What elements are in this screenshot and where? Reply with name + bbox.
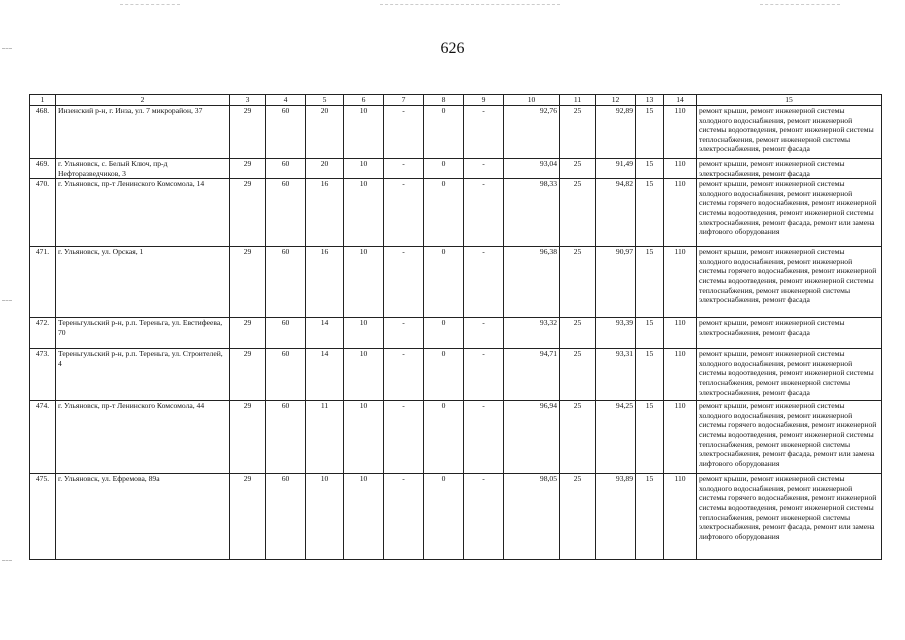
value-col-9: - <box>464 106 504 159</box>
value-col-12: 93,31 <box>596 349 636 401</box>
value-col-3: 29 <box>230 474 266 560</box>
value-col-9: - <box>464 349 504 401</box>
row-number: 473. <box>30 349 56 401</box>
column-number-2: 2 <box>56 95 230 106</box>
address-cell: г. Ульяновск, пр-т Ленинского Комсомола, 14 <box>56 179 230 247</box>
value-col-12: 93,39 <box>596 318 636 349</box>
value-col-5: 14 <box>306 349 344 401</box>
value-col-6: 10 <box>344 401 384 474</box>
address-cell: г. Ульяновск, с. Белый Ключ, пр-д Нефторазведчиков, 3 <box>56 159 230 179</box>
value-col-7: - <box>384 318 424 349</box>
value-col-4: 60 <box>266 401 306 474</box>
value-col-9: - <box>464 474 504 560</box>
row-number: 469. <box>30 159 56 179</box>
table-row <box>30 349 882 401</box>
address-cell: г. Ульяновск, пр-т Ленинского Комсомола, 44 <box>56 401 230 474</box>
value-col-7: - <box>384 179 424 247</box>
column-number-row <box>30 95 882 106</box>
value-col-11: 25 <box>560 318 596 349</box>
row-number: 468. <box>30 106 56 159</box>
column-number-6: 6 <box>344 95 384 106</box>
value-col-3: 29 <box>230 159 266 179</box>
value-col-14: 110 <box>664 474 697 560</box>
value-col-12: 92,89 <box>596 106 636 159</box>
address-cell: Тереньгульский р-н, р.п. Тереньга, ул. Евстифеева, 70 <box>56 318 230 349</box>
table-row <box>30 401 882 474</box>
row-number: 474. <box>30 401 56 474</box>
value-col-14: 110 <box>664 318 697 349</box>
value-col-5: 14 <box>306 318 344 349</box>
value-col-5: 10 <box>306 474 344 560</box>
value-col-10: 96,94 <box>504 401 560 474</box>
value-col-8: 0 <box>424 106 464 159</box>
value-col-12: 93,89 <box>596 474 636 560</box>
value-col-8: 0 <box>424 349 464 401</box>
value-col-12: 94,25 <box>596 401 636 474</box>
value-col-14: 110 <box>664 247 697 318</box>
value-col-13: 15 <box>636 349 664 401</box>
value-col-7: - <box>384 401 424 474</box>
repair-works-cell: ремонт крыши, ремонт инженерной системы холодного водоснабжения, ремонт инженерной системы горячего водоснабжения, ремонт инженерной системы водоотведения, ремонт инженерной системы теплоснабжения, ремонт инженерной системы электроснабжения, ремонт фасада, ремонт или замена лифтового оборудования <box>697 474 882 560</box>
value-col-9: - <box>464 318 504 349</box>
value-col-8: 0 <box>424 247 464 318</box>
value-col-14: 110 <box>664 179 697 247</box>
value-col-9: - <box>464 247 504 318</box>
row-number: 470. <box>30 179 56 247</box>
scan-artifact <box>2 560 12 561</box>
value-col-3: 29 <box>230 247 266 318</box>
column-number-8: 8 <box>424 95 464 106</box>
column-number-4: 4 <box>266 95 306 106</box>
table-row <box>30 247 882 318</box>
value-col-9: - <box>464 159 504 179</box>
table-row <box>30 474 882 560</box>
value-col-4: 60 <box>266 179 306 247</box>
column-number-1: 1 <box>30 95 56 106</box>
row-number: 475. <box>30 474 56 560</box>
address-cell: Тереньгульский р-н, р.п. Тереньга, ул. Строителей, 4 <box>56 349 230 401</box>
table-row <box>30 179 882 247</box>
value-col-5: 20 <box>306 106 344 159</box>
repair-works-cell: ремонт крыши, ремонт инженерной системы электроснабжения, ремонт фасада <box>697 159 882 179</box>
value-col-10: 93,32 <box>504 318 560 349</box>
value-col-4: 60 <box>266 159 306 179</box>
scan-artifact <box>2 300 12 301</box>
value-col-8: 0 <box>424 159 464 179</box>
value-col-4: 60 <box>266 106 306 159</box>
value-col-5: 20 <box>306 159 344 179</box>
scan-artifact <box>380 4 560 5</box>
repair-works-cell: ремонт крыши, ремонт инженерной системы холодного водоснабжения, ремонт инженерной системы горячего водоснабжения, ремонт инженерной системы водоотведения, ремонт инженерной системы теплоснабжения, ремонт инженерной системы электроснабжения, ремонт фасада <box>697 247 882 318</box>
value-col-7: - <box>384 474 424 560</box>
column-number-5: 5 <box>306 95 344 106</box>
value-col-14: 110 <box>664 349 697 401</box>
value-col-5: 16 <box>306 179 344 247</box>
value-col-14: 110 <box>664 106 697 159</box>
value-col-11: 25 <box>560 349 596 401</box>
value-col-13: 15 <box>636 159 664 179</box>
table-row <box>30 318 882 349</box>
table-body <box>30 95 882 560</box>
value-col-8: 0 <box>424 179 464 247</box>
repair-works-cell: ремонт крыши, ремонт инженерной системы холодного водоснабжения, ремонт инженерной системы горячего водоснабжения, ремонт инженерной системы водоотведения, ремонт инженерной системы теплоснабжения, ремонт инженерной системы электроснабжения, ремонт фасада, ремонт или замена лифтового оборудования <box>697 401 882 474</box>
value-col-7: - <box>384 159 424 179</box>
value-col-10: 96,38 <box>504 247 560 318</box>
scan-artifact <box>760 4 840 5</box>
value-col-8: 0 <box>424 318 464 349</box>
value-col-14: 110 <box>664 159 697 179</box>
value-col-9: - <box>464 401 504 474</box>
value-col-10: 93,04 <box>504 159 560 179</box>
value-col-6: 10 <box>344 159 384 179</box>
value-col-11: 25 <box>560 474 596 560</box>
column-number-12: 12 <box>596 95 636 106</box>
value-col-6: 10 <box>344 106 384 159</box>
page-number: 626 <box>440 40 465 57</box>
value-col-10: 92,76 <box>504 106 560 159</box>
value-col-4: 60 <box>266 318 306 349</box>
value-col-6: 10 <box>344 349 384 401</box>
value-col-7: - <box>384 247 424 318</box>
value-col-11: 25 <box>560 247 596 318</box>
column-number-3: 3 <box>230 95 266 106</box>
table-row <box>30 159 882 179</box>
value-col-11: 25 <box>560 401 596 474</box>
address-cell: г. Ульяновск, ул. Ефремова, 89а <box>56 474 230 560</box>
value-col-10: 98,05 <box>504 474 560 560</box>
value-col-12: 94,82 <box>596 179 636 247</box>
column-number-15: 15 <box>697 95 882 106</box>
value-col-4: 60 <box>266 247 306 318</box>
column-number-13: 13 <box>636 95 664 106</box>
value-col-8: 0 <box>424 474 464 560</box>
value-col-10: 98,33 <box>504 179 560 247</box>
value-col-3: 29 <box>230 179 266 247</box>
column-number-7: 7 <box>384 95 424 106</box>
value-col-13: 15 <box>636 401 664 474</box>
value-col-12: 90,97 <box>596 247 636 318</box>
table-row <box>30 106 882 159</box>
value-col-11: 25 <box>560 179 596 247</box>
value-col-4: 60 <box>266 474 306 560</box>
column-number-11: 11 <box>560 95 596 106</box>
repair-register-table <box>29 94 882 560</box>
value-col-13: 15 <box>636 106 664 159</box>
value-col-4: 60 <box>266 349 306 401</box>
repair-works-cell: ремонт крыши, ремонт инженерной системы электроснабжения, ремонт фасада <box>697 318 882 349</box>
row-number: 471. <box>30 247 56 318</box>
value-col-13: 15 <box>636 179 664 247</box>
repair-works-cell: ремонт крыши, ремонт инженерной системы холодного водоснабжения, ремонт инженерной системы горячего водоснабжения, ремонт инженерной системы водоотведения, ремонт инженерной системы электроснабжения, ремонт фасада, ремонт или замена лифтового оборудования <box>697 179 882 247</box>
repair-works-cell: ремонт крыши, ремонт инженерной системы холодного водоснабжения, ремонт инженерной системы водоотведения, ремонт инженерной системы теплоснабжения, ремонт инженерной системы электроснабжения, ремонт фасада <box>697 349 882 401</box>
column-number-9: 9 <box>464 95 504 106</box>
scan-artifact <box>120 4 180 5</box>
value-col-3: 29 <box>230 318 266 349</box>
column-number-10: 10 <box>504 95 560 106</box>
value-col-5: 11 <box>306 401 344 474</box>
value-col-13: 15 <box>636 474 664 560</box>
value-col-9: - <box>464 179 504 247</box>
value-col-13: 15 <box>636 318 664 349</box>
value-col-6: 10 <box>344 474 384 560</box>
value-col-12: 91,49 <box>596 159 636 179</box>
value-col-13: 15 <box>636 247 664 318</box>
value-col-3: 29 <box>230 349 266 401</box>
value-col-7: - <box>384 349 424 401</box>
value-col-11: 25 <box>560 159 596 179</box>
value-col-11: 25 <box>560 106 596 159</box>
column-number-14: 14 <box>664 95 697 106</box>
row-number: 472. <box>30 318 56 349</box>
value-col-6: 10 <box>344 318 384 349</box>
address-cell: г. Ульяновск, ул. Орская, 1 <box>56 247 230 318</box>
value-col-3: 29 <box>230 106 266 159</box>
address-cell: Инзенский р-н, г. Инза, ул. 7 микрорайон, 37 <box>56 106 230 159</box>
value-col-10: 94,71 <box>504 349 560 401</box>
value-col-5: 16 <box>306 247 344 318</box>
value-col-6: 10 <box>344 247 384 318</box>
value-col-7: - <box>384 106 424 159</box>
repair-works-cell: ремонт крыши, ремонт инженерной системы холодного водоснабжения, ремонт инженерной системы водоотведения, ремонт инженерной системы теплоснабжения, ремонт инженерной системы электроснабжения, ремонт фасада <box>697 106 882 159</box>
value-col-3: 29 <box>230 401 266 474</box>
value-col-6: 10 <box>344 179 384 247</box>
value-col-14: 110 <box>664 401 697 474</box>
value-col-8: 0 <box>424 401 464 474</box>
